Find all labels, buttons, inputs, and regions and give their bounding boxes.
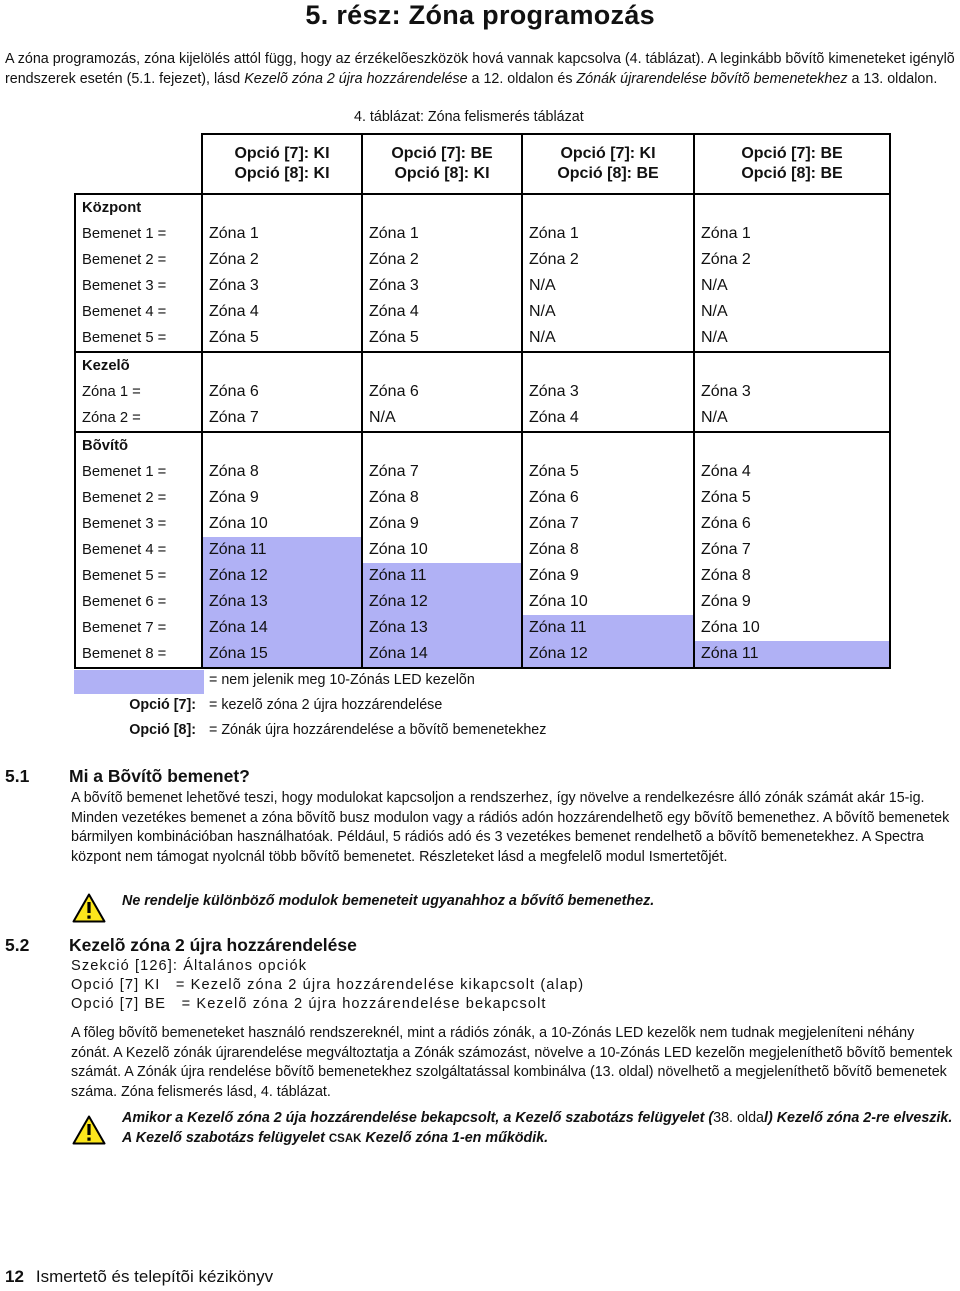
table-cell: Zóna 5	[202, 325, 362, 352]
table-cell: Zóna 7	[202, 405, 362, 432]
table-cell: Zóna 15	[202, 641, 362, 668]
table-section-title: Központ	[75, 194, 202, 221]
table-row-label: Zóna 2 =	[75, 405, 202, 432]
table-row	[75, 537, 890, 563]
table-cell: Zóna 2	[522, 247, 694, 273]
table-cell	[694, 432, 890, 459]
table-section-row	[75, 194, 890, 221]
section-5-2-setting-line: Opció [7] KI = Kezelõ zóna 2 újra hozzárendelése kikapcsolt (alap)	[71, 977, 585, 993]
table-cell	[202, 194, 362, 221]
table-section-row	[75, 432, 890, 459]
legend-opt8-label: Opció [8]:	[129, 722, 196, 738]
table-cell: Zóna 8	[362, 485, 522, 511]
table-cell: Zóna 9	[362, 511, 522, 537]
table-row	[75, 379, 890, 405]
table-row	[75, 615, 890, 641]
table-cell: Zóna 3	[202, 273, 362, 299]
table-cell: Zóna 9	[694, 589, 890, 615]
legend-swatch-text: = nem jelenik meg 10-Zónás LED kezelõn	[209, 672, 475, 688]
table-row	[75, 563, 890, 589]
table-cell: Zóna 10	[694, 615, 890, 641]
section-5-1-heading: 5.1 Mi a Bõvítõ bemenet?	[5, 766, 250, 786]
table-cell: Zóna 6	[362, 379, 522, 405]
table-cell: Zóna 14	[202, 615, 362, 641]
header-line: Opció [8]: KI	[394, 165, 490, 182]
table-cell: N/A	[362, 405, 522, 432]
section-5-2-setting-line: Opció [7] BE = Kezelõ zóna 2 újra hozzárendelése bekapcsolt	[71, 996, 547, 1012]
table-row	[75, 459, 890, 485]
table-cell	[202, 352, 362, 379]
table-cell: Zóna 12	[202, 563, 362, 589]
table-cell: Zóna 11	[522, 615, 694, 641]
table-row-label: Bemenet 2 =	[75, 485, 202, 511]
table-cell: N/A	[694, 299, 890, 325]
table-section-row	[75, 352, 890, 379]
table-cell: Zóna 7	[362, 459, 522, 485]
table-row	[75, 641, 890, 668]
table-cell: Zóna 5	[694, 485, 890, 511]
table-row-label: Bemenet 7 =	[75, 615, 202, 641]
page-footer	[5, 1267, 273, 1287]
header-line: Opció [7]: BE	[741, 145, 843, 162]
legend-highlight-swatch	[74, 670, 204, 694]
header-line: Opció [8]: BE	[557, 165, 659, 182]
table-cell: Zóna 13	[202, 589, 362, 615]
table-row-label: Zóna 1 =	[75, 379, 202, 405]
table-row-label: Bemenet 4 =	[75, 299, 202, 325]
table-row	[75, 299, 890, 325]
table-row-label: Bemenet 2 =	[75, 247, 202, 273]
table-cell: Zóna 4	[362, 299, 522, 325]
table-cell	[522, 352, 694, 379]
page-title: 5. rész: Zóna programozás	[305, 0, 655, 30]
table-cell: N/A	[694, 405, 890, 432]
table-cell: Zóna 7	[694, 537, 890, 563]
table-cell: Zóna 8	[522, 537, 694, 563]
table-cell: Zóna 6	[694, 511, 890, 537]
table-cell: Zóna 1	[522, 221, 694, 247]
table-section-title: Kezelõ	[75, 352, 202, 379]
table-cell: Zóna 10	[202, 511, 362, 537]
table-cell	[362, 352, 522, 379]
footer-text: Ismertetõ és telepítõi kézikönyv	[35, 1267, 274, 1286]
table-cell	[362, 432, 522, 459]
table-cell: Zóna 10	[362, 537, 522, 563]
table-row-label: Bemenet 3 =	[75, 511, 202, 537]
table-cell: N/A	[522, 325, 694, 352]
table-cell: Zóna 8	[202, 459, 362, 485]
section-5-1-warning: Ne rendelje különböző modulok bemeneteit ugyanahhoz a bővítő bemenethez.	[122, 893, 655, 909]
table-cell: Zóna 11	[694, 641, 890, 668]
header-line: Opció [7]: KI	[234, 145, 330, 162]
table-cell: N/A	[694, 325, 890, 352]
table-cell: Zóna 5	[522, 459, 694, 485]
table-cell: Zóna 11	[202, 537, 362, 563]
table-section-title: Bõvítõ	[75, 432, 202, 459]
table-cell	[362, 194, 522, 221]
table-cell: Zóna 11	[362, 563, 522, 589]
table-cell: Zóna 12	[522, 641, 694, 668]
section-5-2-warning: Amikor a Kezelő zóna 2 úja hozzárendelése bekapcsolt, a Kezelő szabotázs felügyelet (38. oldal) Kezelő zóna 2-re elveszik. A Kezelő szabotázs felügyelet CSAK Kezelő zóna 1-en működik.	[122, 1110, 953, 1146]
table-row	[75, 511, 890, 537]
table-header-row	[75, 134, 890, 194]
table-row	[75, 405, 890, 432]
table-cell: Zóna 4	[202, 299, 362, 325]
table-header-corner	[75, 134, 202, 194]
table-cell: Zóna 3	[694, 379, 890, 405]
legend-opt7-label: Opció [7]:	[129, 697, 196, 713]
table-row-label: Bemenet 4 =	[75, 537, 202, 563]
table-cell	[522, 194, 694, 221]
table-row-label: Bemenet 5 =	[75, 325, 202, 352]
table-cell: Zóna 10	[522, 589, 694, 615]
table-cell: Zóna 9	[202, 485, 362, 511]
table-cell: Zóna 4	[522, 405, 694, 432]
table-cell: N/A	[522, 273, 694, 299]
table-cell: Zóna 1	[202, 221, 362, 247]
header-line: Opció [7]: KI	[560, 145, 656, 162]
table-cell: Zóna 14	[362, 641, 522, 668]
table-row-label: Bemenet 1 =	[75, 459, 202, 485]
intro-paragraph: A zóna programozás, zóna kijelölés attól függ, hogy az érzékelõeszközök hová vannak kapcsolva (4. táblázat). A leginkább bõvítõ kimeneteket igénylõ rendszerek esetén (5.1. fejezet), lásd Kezelõ zóna 2 újra hozzárendelése a 12. oldalon és Zónák újrarendelése bõvítõ bemenetekhez a 13. oldalon.	[5, 51, 955, 87]
table-cell: Zóna 3	[522, 379, 694, 405]
table-cell: Zóna 5	[362, 325, 522, 352]
page-number: 12	[5, 1267, 24, 1286]
table-cell: Zóna 3	[362, 273, 522, 299]
table-row-label: Bemenet 1 =	[75, 221, 202, 247]
table-cell: Zóna 7	[522, 511, 694, 537]
table-cell: Zóna 2	[202, 247, 362, 273]
table-row-label: Bemenet 5 =	[75, 563, 202, 589]
table-cell: Zóna 2	[362, 247, 522, 273]
table-row	[75, 273, 890, 299]
section-5-1-body: A bõvítõ bemenet lehetõvé teszi, hogy modulokat kapcsoljon a rendszerhez, így növelve a rendelkezésre álló zónák számát akár 15-ig. Minden vezetékes bemenet a zóna bõvítõ busz modulon vagy a rádiós adón hozzárendelhetõ egy bõvítõ bemenethez. A bõvítõ bemenetek bármilyen kombinációban használhatóak. Például, 5 rádiós adó és 3 vezetékes bemenet rendelhetõ a bõvítõ bemenetekhez. A Spectra központ nem támogat nyolcnál több bõvítõ bemenetet. Részleteket lásd a megfelelõ modul Ismertetõjét.	[71, 790, 950, 865]
table-cell	[694, 352, 890, 379]
header-line: Opció [8]: KI	[234, 165, 330, 182]
table-cell	[694, 194, 890, 221]
table-row	[75, 325, 890, 352]
table-row	[75, 589, 890, 615]
table-header-cell	[522, 134, 694, 194]
table-cell	[522, 432, 694, 459]
table-cell: Zóna 1	[362, 221, 522, 247]
table-cell: Zóna 12	[362, 589, 522, 615]
section-5-2-body: A fõleg bõvítõ bemeneteket használó rendszereknél, mint a rádiós zónák, a 10-Zónás LED kezelõk nem tudnak megjeleníteni néhány zónát. A Kezelõ zónák újrarendelése megváltoztatja a Zónák számozást, növelve a 10-Zónás LED kezelõn megjeleníthetõ bõvítõ bementek számát. A Zónák újra rendelése bõvítõ bemenetekhez szolgáltatással kombinálva (13. oldal) növelhetõ a megjeleníthetõ bõvítõ bemenetek száma. Zóna felismerés lásd, 4. táblázat.	[71, 1025, 953, 1100]
section-5-2-setting-line: Szekció [126]: Általános opciók	[71, 958, 308, 974]
table-cell: Zóna 1	[694, 221, 890, 247]
table-header-cell	[694, 134, 890, 194]
table-cell: Zóna 6	[202, 379, 362, 405]
table-cell: Zóna 2	[694, 247, 890, 273]
table-cell: Zóna 4	[694, 459, 890, 485]
table-row-label: Bemenet 3 =	[75, 273, 202, 299]
table-row-label: Bemenet 6 =	[75, 589, 202, 615]
table-row	[75, 247, 890, 273]
table-row-label: Bemenet 8 =	[75, 641, 202, 668]
header-line: Opció [7]: BE	[391, 145, 493, 162]
zone-recognition-table	[74, 133, 891, 669]
warning-triangle-icon	[72, 893, 106, 923]
table-caption: 4. táblázat: Zóna felismerés táblázat	[354, 109, 584, 125]
table-header-cell	[362, 134, 522, 194]
table-cell: Zóna 6	[522, 485, 694, 511]
table-cell: Zóna 8	[694, 563, 890, 589]
table-row	[75, 485, 890, 511]
table-row	[75, 221, 890, 247]
table-cell: Zóna 13	[362, 615, 522, 641]
table-header-cell	[202, 134, 362, 194]
section-5-2-heading: 5.2 Kezelõ zóna 2 újra hozzárendelése	[5, 935, 357, 955]
table-cell: N/A	[694, 273, 890, 299]
table-cell: Zóna 9	[522, 563, 694, 589]
header-line: Opció [8]: BE	[741, 165, 843, 182]
table-cell: N/A	[522, 299, 694, 325]
table-cell	[202, 432, 362, 459]
warning-triangle-icon	[72, 1115, 106, 1145]
legend-opt8-text: = Zónák újra hozzárendelése a bõvítõ bemenetekhez	[209, 722, 547, 738]
legend-opt7-text: = kezelõ zóna 2 újra hozzárendelése	[209, 697, 443, 713]
